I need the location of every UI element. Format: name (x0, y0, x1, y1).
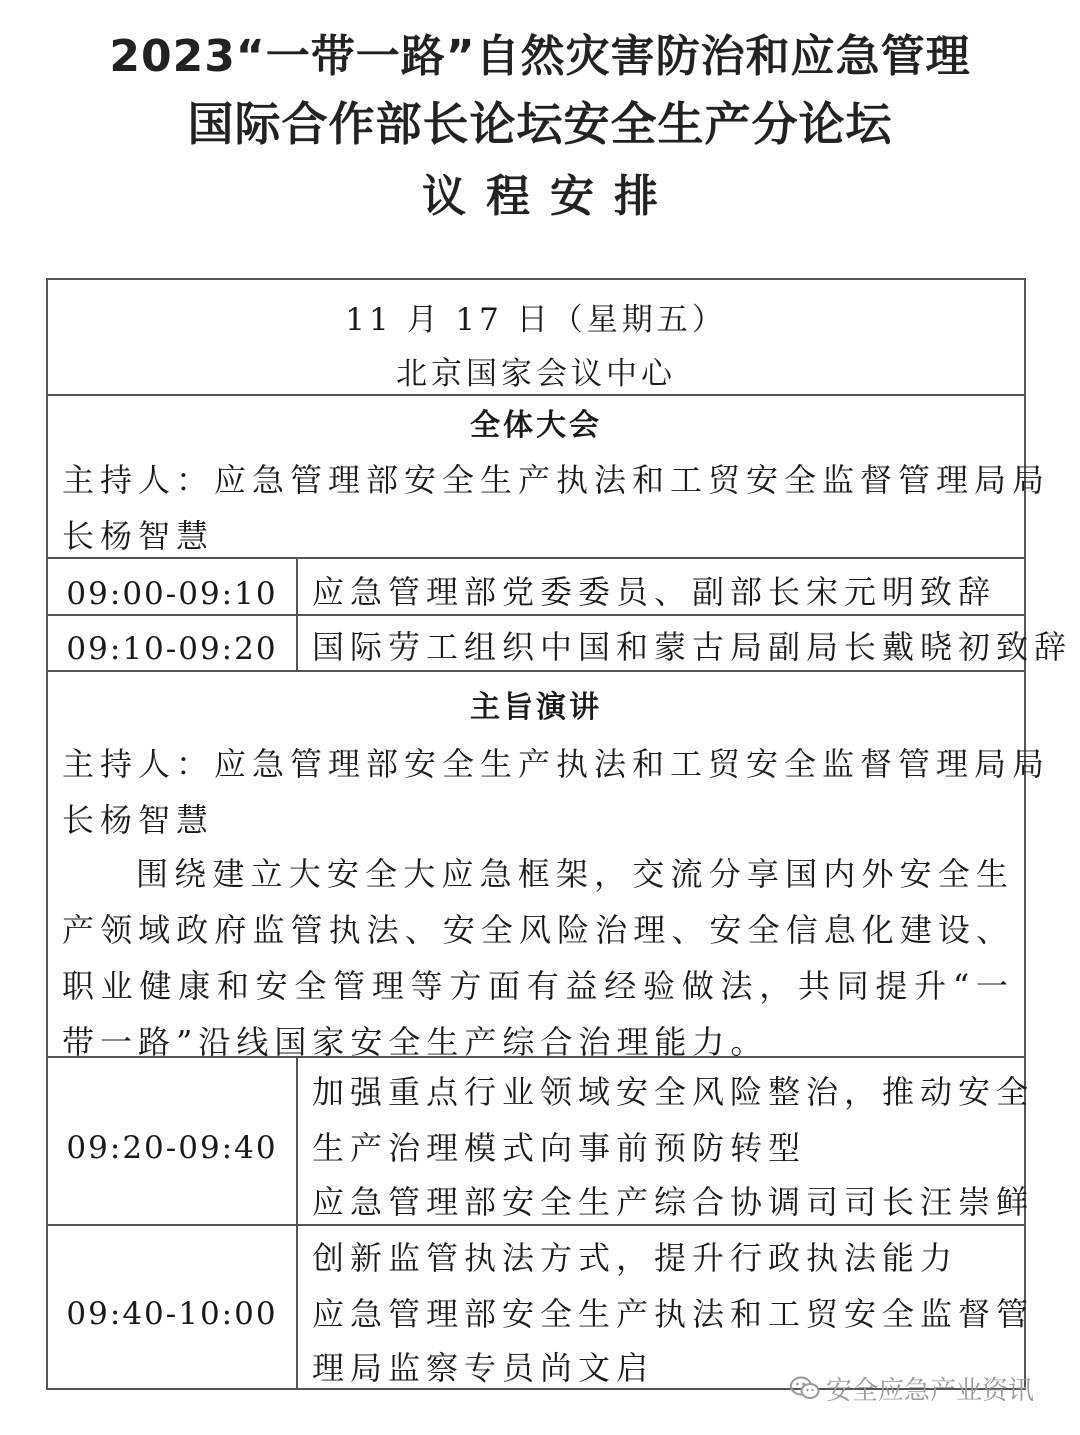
row-divider (48, 614, 1024, 616)
agenda-time: 09:20-09:40 (66, 1130, 278, 1166)
agenda-time: 09:00-09:10 (66, 576, 278, 612)
plenary-host-line1: 主持人：应急管理部安全生产执法和工贸安全监督管理局局 (62, 461, 1051, 499)
keynote-host-line1: 主持人：应急管理部安全生产执法和工贸安全监督管理局局 (62, 745, 1051, 783)
row-divider (48, 394, 1024, 396)
row-divider (48, 670, 1024, 672)
agenda-item: 国际劳工组织中国和蒙古局副局长戴晓初致辞 (312, 628, 1073, 666)
doc-title-line2: 国际合作部长论坛安全生产分论坛 (187, 97, 893, 151)
keynote-host-line2: 长杨智慧 (62, 801, 215, 839)
agenda-time: 09:10-09:20 (66, 631, 278, 667)
row-divider (48, 1224, 1024, 1226)
keynote-intro: 围绕建立大安全大应急框架，交流分享国内外安全生产领域政府监管执法、安全风险治理、安全信息化建设、职业健康和安全管理等方面有益经验做法，共同提升“一带一路”沿线国家安全生产综合治理能力。 (62, 855, 1014, 1061)
wechat-icon (790, 1375, 820, 1401)
column-divider (296, 1056, 298, 1388)
column-divider (296, 557, 298, 670)
agenda-item-line: 生产治理模式向事前预防转型 (312, 1129, 807, 1167)
agenda-item-line: 应急管理部安全生产综合协调司司长汪崇鲜 (312, 1183, 1035, 1221)
agenda-item-line: 应急管理部安全生产执法和工贸安全监督管 (312, 1295, 1035, 1333)
agenda-item: 应急管理部党委委员、副部长宋元明致辞 (312, 573, 997, 611)
agenda-table (46, 278, 1073, 1390)
doc-title-line3: 议程安排 (422, 171, 678, 222)
agenda-item-line: 创新监管执法方式，提升行政执法能力 (312, 1239, 959, 1277)
event-date: 11 月 17 日（星期五） (345, 302, 727, 338)
plenary-title: 全体大会 (470, 408, 602, 443)
watermark (790, 1372, 1034, 1404)
row-divider (48, 1056, 1024, 1058)
watermark-text: 安全应急产业资讯 (826, 1375, 1035, 1406)
row-divider (48, 557, 1024, 559)
agenda-item-line: 加强重点行业领域安全风险整治，推动安全 (312, 1073, 1035, 1111)
doc-title-line1: 2023“一带一路”自然灾害防治和应急管理 (109, 31, 971, 82)
plenary-host-line2: 长杨智慧 (62, 517, 215, 555)
event-venue: 北京国家会议中心 (396, 356, 676, 392)
agenda-time: 09:40-10:00 (66, 1296, 278, 1332)
keynote-title: 主旨演讲 (470, 690, 602, 725)
agenda-item-line: 理局监察专员尚文启 (312, 1349, 655, 1387)
